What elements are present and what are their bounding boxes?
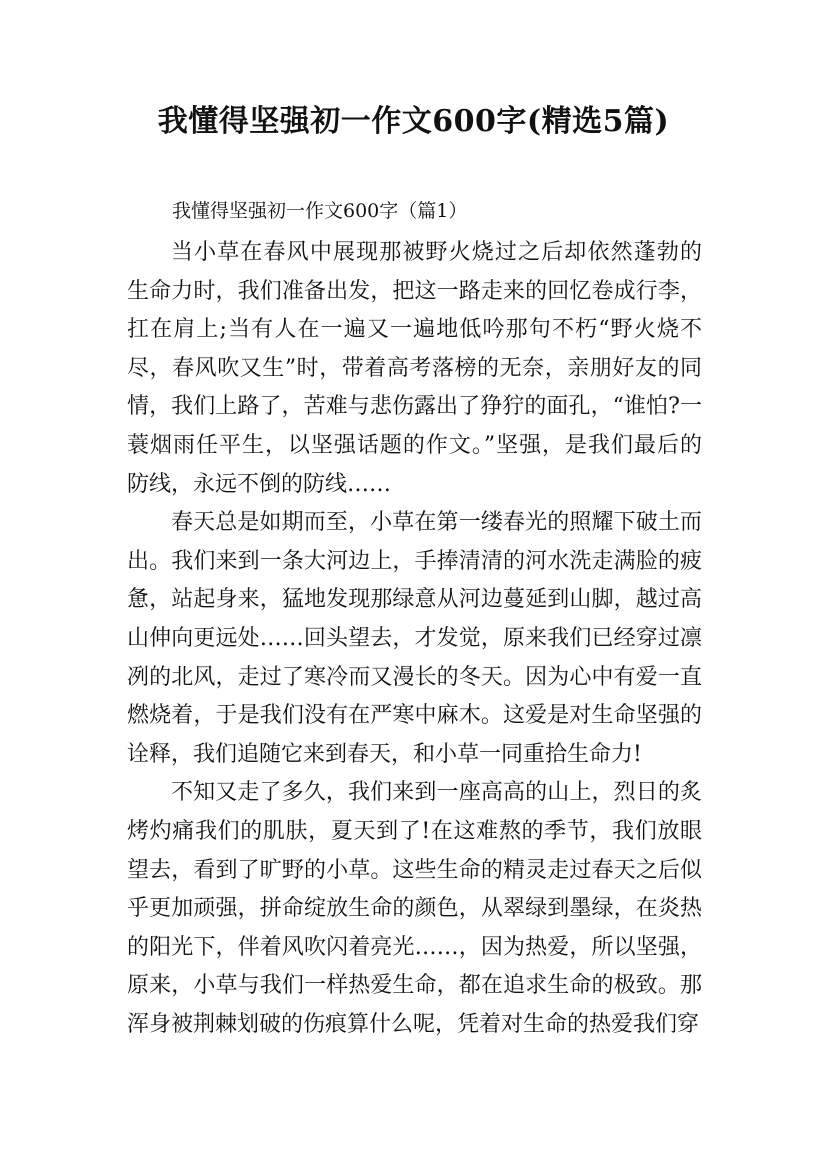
paragraph-line: 诠释，我们追随它来到春天，和小草一同重拾生命力! xyxy=(127,741,642,767)
paragraph-line: 蓑烟雨任平生，以坚强话题的作文。”坚强，是我们最后的 xyxy=(127,432,702,458)
paragraph-line: 春天总是如期而至，小草在第一缕春光的照耀下破土而 xyxy=(171,510,702,536)
paragraph-line: 烤灼痛我们的肌肤，夏天到了!在这难熬的季节，我们放眼 xyxy=(127,818,702,844)
paragraph xyxy=(127,774,702,1044)
paragraph-line: 冽的北风，走过了寒冷而又漫长的冬天。因为心中有爱一直 xyxy=(127,664,702,690)
paragraph-line: 燃烧着，于是我们没有在严寒中麻木。这爱是对生命坚强的 xyxy=(127,703,702,729)
paragraph-line: 出。我们来到一条大河边上，手捧清清的河水洗走满脸的疲 xyxy=(127,548,702,574)
paragraph-line: 望去，看到了旷野的小草。这些生命的精灵走过春天之后似 xyxy=(127,857,702,883)
paragraph-line: 防线，永远不倒的防线…… xyxy=(127,471,392,497)
paragraph xyxy=(127,504,702,774)
paragraph xyxy=(127,234,702,504)
article-body xyxy=(127,234,702,1044)
paragraph-line: 原来，小草与我们一样热爱生命，都在追求生命的极致。那 xyxy=(127,973,702,999)
document-title: 我懂得坚强初一作文600字(精选5篇) xyxy=(157,104,670,139)
paragraph-line: 情，我们上路了，苦难与悲伤露出了狰狞的面孔，“谁怕?一 xyxy=(127,394,702,420)
section-heading: 我懂得坚强初一作文600字（篇1） xyxy=(172,200,468,222)
paragraph-line: 的阳光下，伴着风吹闪着亮光……，因为热爱，所以坚强， xyxy=(127,934,702,960)
paragraph-line: 生命力时，我们准备出发，把这一路走来的回忆卷成行李， xyxy=(127,278,702,304)
paragraph-line: 山伸向更远处……回头望去，才发觉，原来我们已经穿过凛 xyxy=(127,625,702,651)
paragraph-line: 惫，站起身来，猛地发现那绿意从河边蔓延到山脚，越过高 xyxy=(127,587,702,613)
paragraph-line: 当小草在春风中展现那被野火烧过之后却依然蓬勃的 xyxy=(171,240,702,265)
paragraph-line: 不知又走了多久，我们来到一座高高的山上，烈日的炙 xyxy=(171,780,702,806)
paragraph-line: 乎更加顽强，拼命绽放生命的颜色，从翠绿到墨绿，在炎热 xyxy=(127,896,702,922)
paragraph-line: 尽，春风吹又生”时，带着高考落榜的无奈，亲朋好友的同 xyxy=(127,355,702,381)
paragraph-line: 浑身被荆棘划破的伤痕算什么呢，凭着对生命的热爱我们穿 xyxy=(127,1011,700,1037)
paragraph-line: 扛在肩上;当有人在一遍又一遍地低吟那句不朽“野火烧不 xyxy=(127,317,702,343)
